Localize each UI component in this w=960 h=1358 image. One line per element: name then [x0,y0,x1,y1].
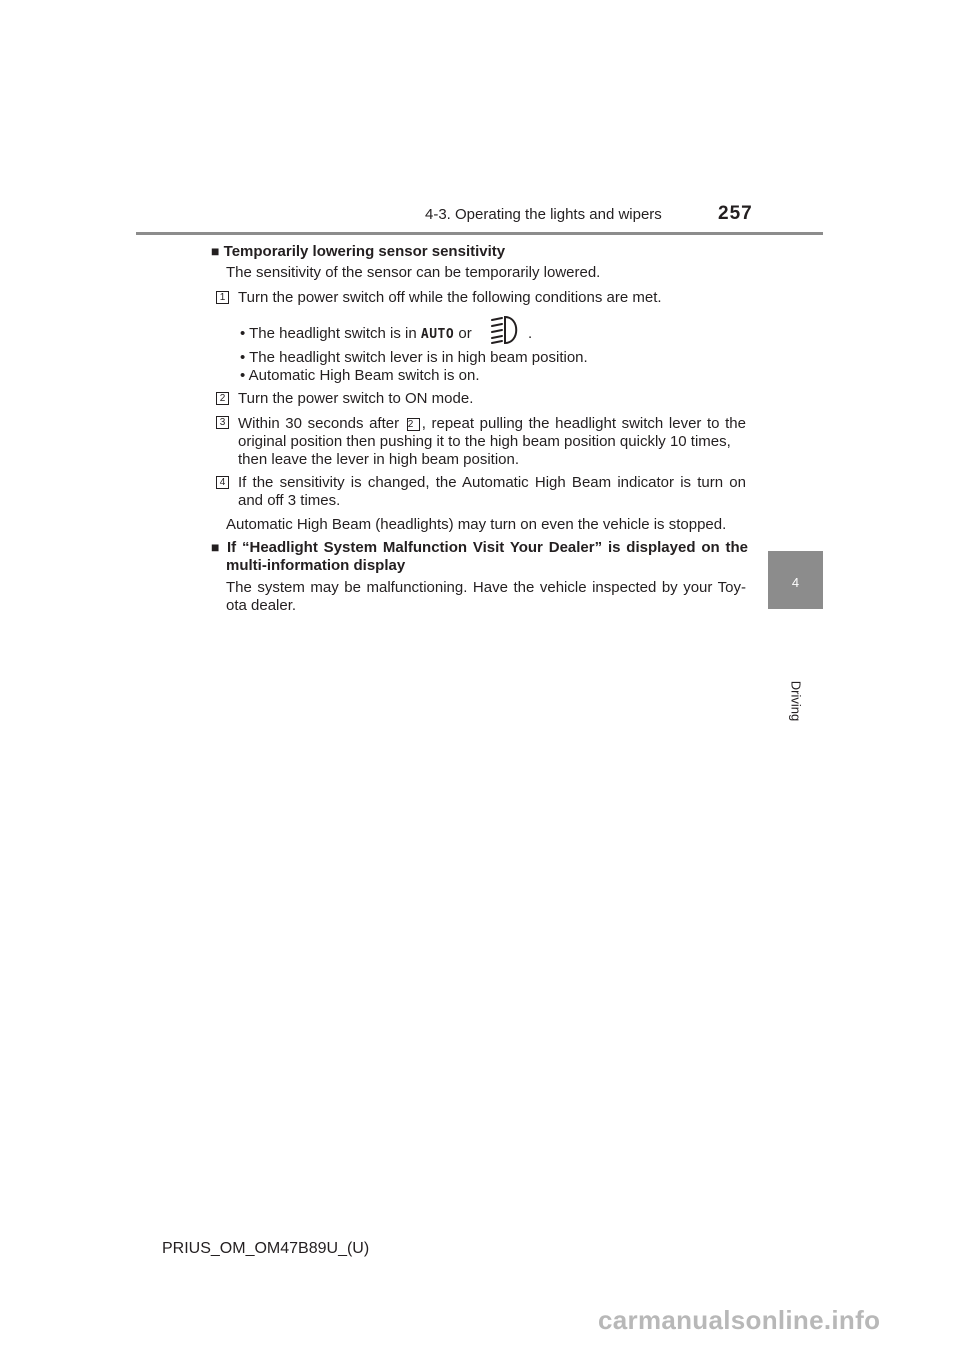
step-number-1: 1 [216,291,229,304]
condition-period: . [528,325,533,342]
step2-text: Turn the power switch to ON mode. [238,390,474,407]
section2-title-line1: If “Headlight System Malfunction Visit Your Dealer” is displayed on the [226,539,748,556]
section2-body-line1: The system may be malfunctioning. Have the vehicle inspected by your Toy- [226,579,746,596]
square-bullet-icon: ■ [211,243,220,259]
section-title-text: Temporarily lowering sensor sensitivity [223,243,506,260]
section-title-malfunction [211,539,748,556]
section2-title-line2: multi-information display [226,557,406,574]
step3-line2: original position then pushing it to the high beam position quickly 10 times, [238,433,731,450]
condition-text: • The headlight switch is in [240,325,417,342]
condition-high-beam: • The headlight switch lever is in high beam position. [240,349,588,366]
step-number-4: 4 [216,476,229,489]
step-number-2: 2 [216,392,229,405]
step3-text-before: Within 30 seconds after [238,415,400,432]
section2-body-line2: ota dealer. [226,597,297,614]
step-reference-2: 2 [407,418,420,431]
condition-or: or [458,325,472,342]
chapter-label [786,666,806,736]
note-vehicle-stopped: Automatic High Beam (headlights) may turn on even the vehicle is stopped. [226,516,727,533]
step3-line1 [238,415,746,432]
document-code: PRIUS_OM_OM47B89U_(U) [162,1240,370,1257]
page-number: 257 [718,203,753,224]
condition-headlight-switch [240,325,472,343]
step3-line3: then leave the lever in high beam position. [238,451,520,468]
auto-symbol: AUTO [420,327,455,342]
section-intro: The sensitivity of the sensor can be temporarily lowered. [226,264,601,281]
step-number-3: 3 [216,416,229,429]
condition-ahb-on: • Automatic High Beam switch is on. [240,367,480,384]
step4-line2: and off 3 times. [238,492,341,509]
square-bullet-icon: ■ [211,539,222,555]
header-divider [136,232,823,235]
chapter-label-text: Driving [788,680,804,722]
section-title-sensitivity [211,243,505,260]
section-heading: 4-3. Operating the lights and wipers [425,206,662,223]
watermark: carmanualsonline.info [598,1305,881,1335]
step3-text-after: , repeat pulling the headlight switch lever to the [421,415,746,432]
step4-line1: If the sensitivity is changed, the Automatic High Beam indicator is turn on [238,474,746,491]
headlight-icon [490,315,522,345]
step1-text: Turn the power switch off while the following conditions are met. [238,289,662,306]
chapter-number: 4 [791,575,800,590]
